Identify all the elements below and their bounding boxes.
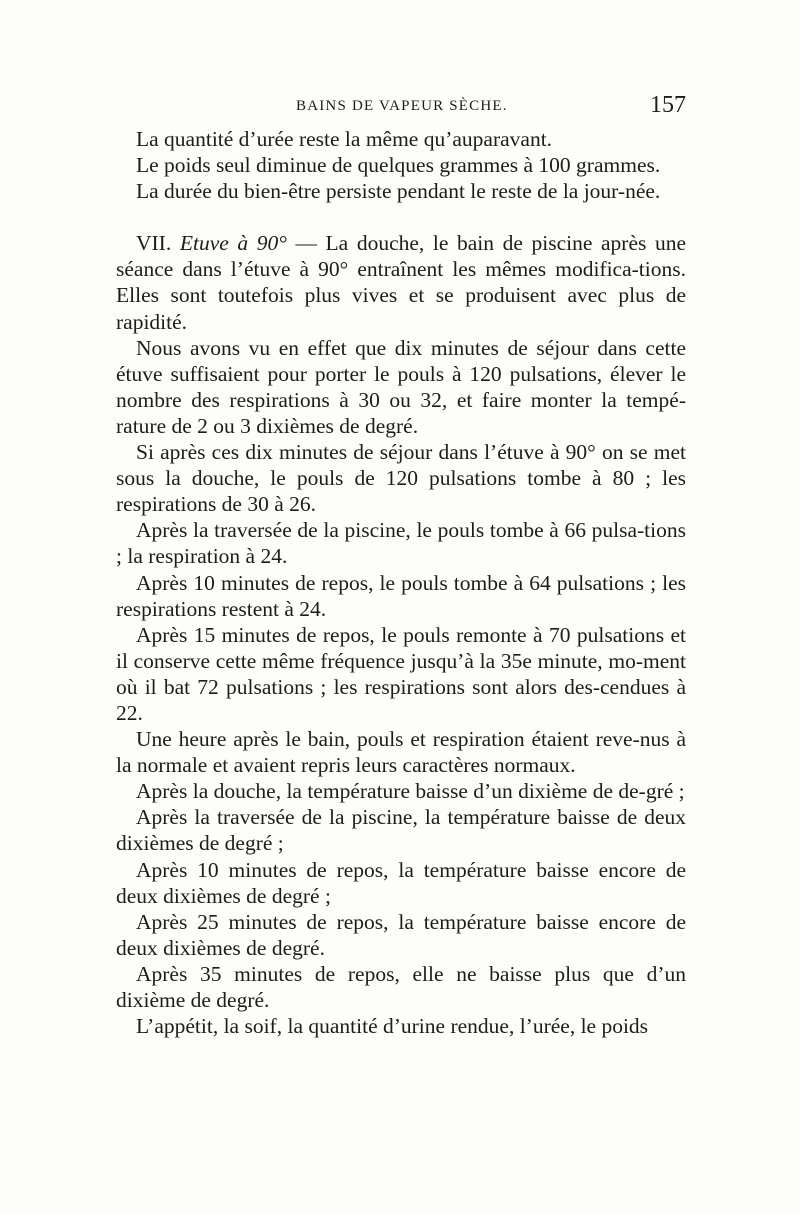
body-text bbox=[116, 126, 686, 1039]
page-number: 157 bbox=[650, 92, 686, 118]
paragraph: Après la douche, la température baisse d’un dixième de de-gré ; bbox=[136, 779, 685, 804]
paragraph: Une heure après le bain, pouls et respiration étaient reve-nus à la normale et avaient repris leurs caractères normaux. bbox=[116, 727, 686, 778]
section-number: VII. bbox=[136, 231, 172, 256]
page-header bbox=[116, 92, 686, 126]
paragraph: Après 35 minutes de repos, elle ne baisse plus que d’un dixième de degré. bbox=[116, 961, 686, 1012]
paragraph: Nous avons vu en effet que dix minutes de séjour dans cette étuve suffisaient pour porter le pouls à 120 pulsations, élever le nombre des respirations à 30 ou 32, et faire monter la tempé-rature de 2 ou 3 dixièmes de degré. bbox=[116, 335, 686, 438]
section-title: Etuve à 90° bbox=[179, 231, 287, 256]
paragraph: Après la traversée de la piscine, la température baisse de deux dixièmes de degré ; bbox=[116, 805, 686, 856]
paragraph-section-vii bbox=[116, 230, 686, 334]
paragraph: Le poids seul diminue de quelques grammes à 100 grammes. bbox=[136, 153, 661, 178]
paragraph: La durée du bien-être persiste pendant le reste de la jour-née. bbox=[136, 179, 661, 204]
paragraph: Si après ces dix minutes de séjour dans l’étuve à 90° on se met sous la douche, le pouls de 120 pulsations tombe à 80 ; les respirations de 30 à 26. bbox=[116, 440, 686, 517]
paragraph: L’appétit, la soif, la quantité d’urine rendue, l’urée, le poids bbox=[136, 1014, 649, 1039]
running-head: BAINS DE VAPEUR SÈCHE. bbox=[296, 98, 508, 114]
paragraph: Après 10 minutes de repos, le pouls tombe à 64 pulsations ; les respirations restent à 24. bbox=[116, 570, 686, 621]
paragraph: Après 10 minutes de repos, la température baisse encore de deux dixièmes de degré ; bbox=[116, 857, 686, 908]
paragraph: La quantité d’urée reste la même qu’auparavant. bbox=[136, 127, 553, 151]
paragraph: Après 25 minutes de repos, la température baisse encore de deux dixièmes de degré. bbox=[116, 909, 686, 960]
paragraph-text: — La douche, le bain de piscine après une séance dans l’étuve à 90° entraînent les mêmes modifica-tions. Elles sont toutefois plus vives et se produisent avec plus de rapidité. bbox=[116, 231, 687, 334]
paragraph: Après la traversée de la piscine, le pouls tombe à 66 pulsa-tions ; la respiration à 24. bbox=[116, 518, 686, 569]
paragraph: Après 15 minutes de repos, le pouls remonte à 70 pulsations et il conserve cette même fréquence jusqu’à la 35e minute, mo-ment où il bat 72 pulsations ; les respirations sont alors des-cendues à 22. bbox=[116, 622, 686, 725]
